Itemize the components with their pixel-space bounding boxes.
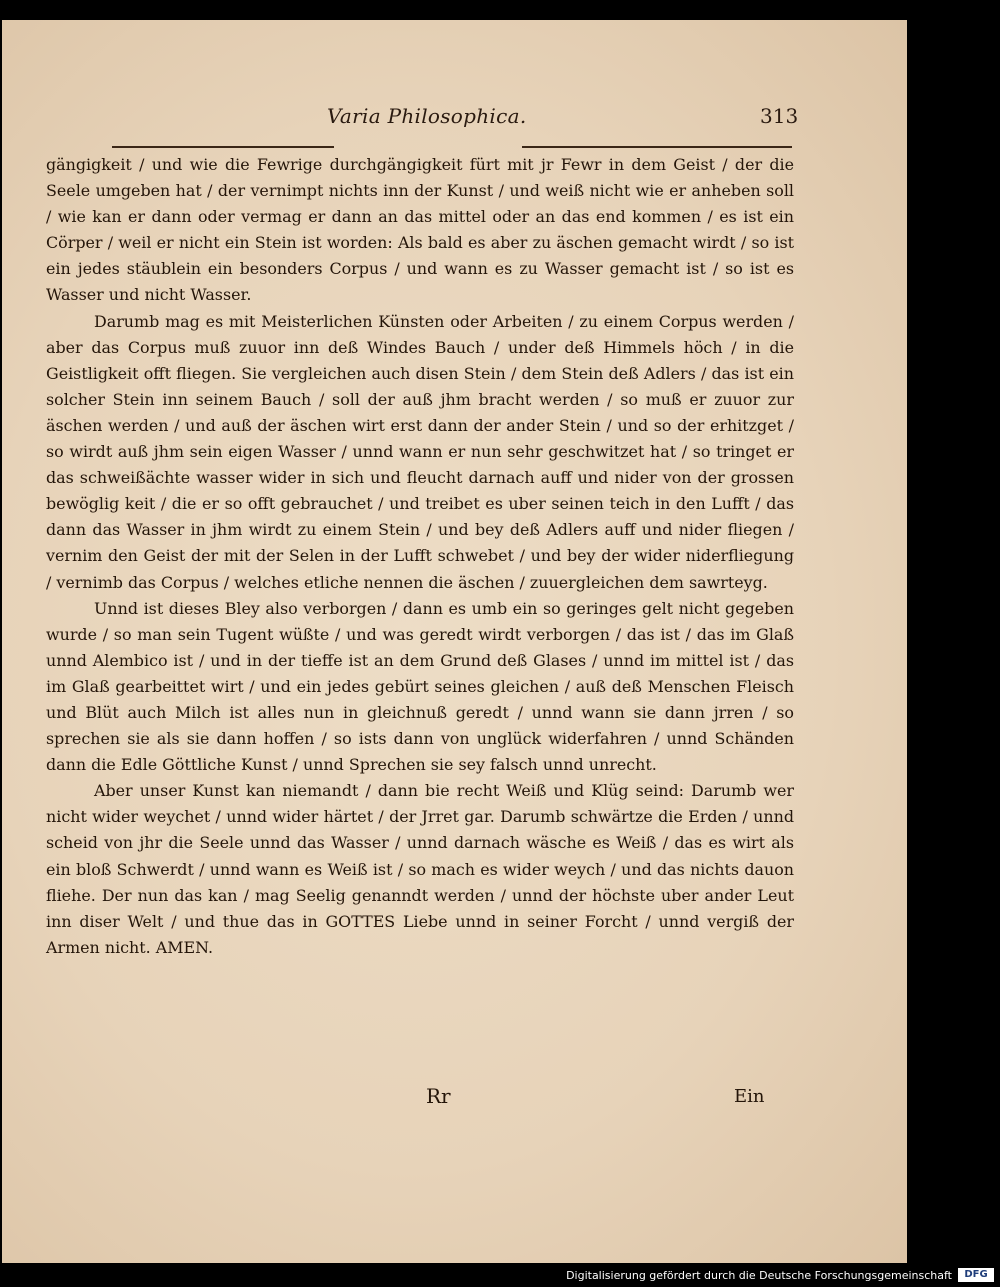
header-rule-left: [112, 146, 334, 148]
paragraph-3: Unnd ist dieses Bley also verborgen / dann es umb ein so geringes gelt nicht gegeben wurde / so man sein Tugent wüßte / und was geredt wirdt verborgen / das ist / das im Glaß unnd Alembico ist / und in der tieffe ist an dem Grund deß Glases / unnd im mittel ist / das im Glaß gearbeittet wirt / und ein jedes gebürt seines gleichen / auß deß Menschen Fleisch und Blüt auch Milch ist alles nun in gleichnuß geredt / unnd wann sie dann jrren / so sprechen sie als sie dann hoffen / so ists dann von unglück widerfahren / unnd Schänden dann die Edle Göttliche Kunst / unnd Sprechen sie sey falsch unnd unrecht.: [46, 598, 794, 775]
funding-text: Digitalisierung gefördert durch die Deutsche Forschungsgemeinschaft: [566, 1269, 952, 1282]
scan-background: [907, 20, 1000, 1263]
paragraph-1: gängigkeit / und wie die Fewrige durchgängigkeit fürt mit jr Fewr in dem Geist / der die Seele umgeben hat / der vernimpt nichts inn der Kunst / und weiß nicht wie er anheben soll / wie kan er dann oder vermag er dann an das mittel oder an das end kommen / es ist ein Cörper / weil er nicht ein Stein ist worden: Als bald es aber zu äschen gemacht wirdt / so ist ein jedes stäublein ein besonders Corpus / und wann es zu Wasser gemacht ist / so ist es Wasser und nicht Wasser.: [46, 155, 794, 305]
signature-mark: Rr: [426, 1084, 451, 1108]
running-head: Varia Philosophica.: [327, 104, 527, 128]
page-number: 313: [760, 104, 799, 128]
header-rule-right: [522, 146, 792, 148]
book-page: [2, 20, 907, 1263]
funding-banner: [0, 1263, 1000, 1287]
catchword: Ein: [734, 1086, 765, 1107]
body-text: [46, 152, 794, 961]
paragraph-4: Aber unser Kunst kan niemandt / dann bie recht Weiß und Klüg seind: Darumb wer nicht wider weychet / unnd wider härtet / der Jrret gar. Darumb schwärtze die Erden / unnd scheid von jhr die Seele unnd das Wasser / unnd darnach wäsche es Weiß / das es wirt als ein bloß Schwerdt / unnd wann es Weiß ist / so mach es wider weych / und das nichts dauon fliehe. Der nun das kan / mag Seelig genanndt werden / unnd der höchste uber ander Leut inn diser Welt / und thue das in GOTTES Liebe unnd in seiner Forcht / unnd vergiß der Armen nicht. AMEN.: [46, 781, 794, 957]
page-header: [2, 90, 907, 130]
page-footer: [46, 1080, 786, 1110]
dfg-logo-icon: DFG: [958, 1268, 994, 1282]
paragraph-2: Darumb mag es mit Meisterlichen Künsten oder Arbeiten / zu einem Corpus werden / aber das Corpus muß zuuor inn deß Windes Bauch / under deß Himmels höch / in die Geistligkeit offt fliegen. Sie vergleichen auch disen Stein / dem Stein deß Adlers / das ist ein solcher Stein inn seinem Bauch / soll der auß jhm bracht werden / so muß er zuuor zur äschen werden / und auß der äschen wirt erst dann der ander Stein / und so der erhitzget / so wirdt auß jhm sein eigen Wasser / unnd wann er nun sehr geschwitzet hat / so tringet er das schweißächte wasser wider in sich und fleucht darnach auff und nider von der grossen bewöglig keit / die er so offt gebrauchet / und treibet es uber seinen teich in den Lufft / das dann das Wasser in jhm wirdt zu einem Stein / und bey deß Adlers auff und nider fliegen / vernim den Geist der mit der Selen in der Lufft schwebet / und bey der wider niderfliegung / vernimb das Corpus / welches etliche nennen die äschen / zuuergleichen dem sawrteyg.: [46, 311, 794, 592]
